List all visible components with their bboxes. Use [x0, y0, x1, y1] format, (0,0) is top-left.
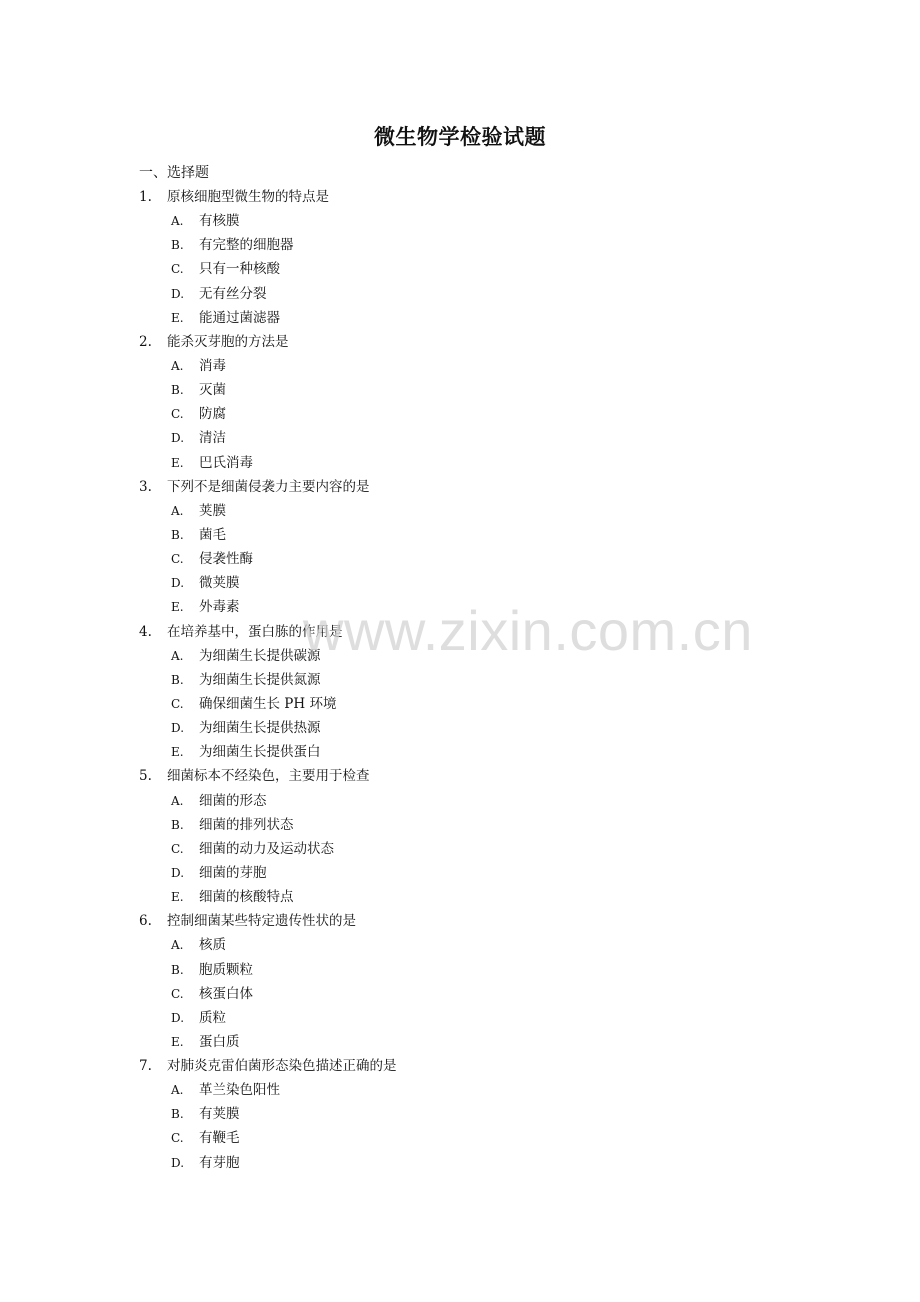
question-number: 2.	[139, 333, 152, 350]
question-5	[139, 764, 779, 788]
option-text: 灭菌	[199, 382, 226, 399]
option-text: 质粒	[199, 1009, 226, 1026]
option-letter: B.	[171, 527, 184, 542]
option-letter: E.	[171, 1034, 184, 1049]
option-text: 微荚膜	[199, 575, 240, 592]
option-text: 有核膜	[199, 213, 240, 230]
option-item	[139, 1006, 779, 1030]
option-item	[139, 933, 779, 957]
watermark: www.zixin.com.cn	[303, 599, 753, 662]
option-text: 革兰染色阳性	[199, 1082, 280, 1099]
option-text: 侵袭性酶	[199, 551, 253, 568]
option-text: 只有一种核酸	[199, 261, 280, 278]
option-letter: B.	[171, 1107, 184, 1122]
option-item	[139, 354, 779, 378]
question-6	[139, 909, 779, 933]
option-letter: A.	[171, 648, 184, 663]
option-text: 核蛋白体	[199, 985, 253, 1002]
option-text: 无有丝分裂	[199, 285, 267, 302]
option-item	[139, 571, 779, 595]
option-text: 能通过菌滤器	[199, 309, 280, 326]
option-text: 清洁	[199, 430, 226, 447]
page-title: 微生物学检验试题	[374, 124, 546, 149]
option-item	[139, 547, 779, 571]
option-text: 细菌的形态	[199, 792, 267, 809]
option-item	[139, 668, 779, 692]
question-number: 5.	[139, 768, 152, 785]
option-letter: D.	[171, 1155, 185, 1170]
option-letter: D.	[171, 721, 185, 736]
question-text: 在培养基中，蛋白胨的作用是	[167, 623, 343, 640]
question-7	[139, 1054, 779, 1078]
option-text: 蛋白质	[199, 1033, 240, 1050]
option-text: 为细菌生长提供碳源	[199, 647, 321, 664]
option-item	[139, 426, 779, 450]
option-item	[139, 982, 779, 1006]
option-letter: D.	[171, 431, 185, 446]
option-item	[139, 1126, 779, 1150]
option-item	[139, 282, 779, 306]
section-heading: 一、选择题	[139, 165, 209, 181]
option-text: 有完整的细胞器	[199, 237, 294, 254]
option-text: 胞质颗粒	[199, 961, 253, 978]
option-letter: E.	[171, 600, 184, 615]
option-letter: B.	[171, 383, 184, 398]
option-text: 消毒	[199, 357, 226, 374]
option-item	[139, 1030, 779, 1054]
option-letter: B.	[171, 238, 184, 253]
option-text: 荚膜	[199, 502, 226, 519]
option-letter: B.	[171, 817, 184, 832]
option-item	[139, 499, 779, 523]
option-letter: C.	[171, 552, 184, 567]
option-item	[139, 692, 779, 716]
option-item	[139, 837, 779, 861]
question-text: 控制细菌某些特定遗传性状的是	[167, 913, 356, 930]
option-text: 确保细菌生长 PH 环境	[199, 695, 337, 712]
option-item	[139, 402, 779, 426]
option-letter: D.	[171, 865, 185, 880]
option-text: 细菌的动力及运动状态	[199, 840, 334, 857]
question-list	[139, 185, 779, 1175]
option-item	[139, 1078, 779, 1102]
option-text: 巴氏消毒	[199, 454, 253, 471]
option-letter: A.	[171, 503, 184, 518]
option-text: 菌毛	[199, 526, 226, 543]
option-letter: A.	[171, 938, 184, 953]
option-text: 为细菌生长提供氮源	[199, 671, 321, 688]
question-number: 1.	[139, 189, 152, 205]
option-text: 细菌的核酸特点	[199, 889, 294, 906]
option-item	[139, 813, 779, 837]
option-letter: A.	[171, 214, 184, 229]
option-letter: C.	[171, 841, 184, 856]
option-letter: D.	[171, 576, 185, 591]
option-item	[139, 861, 779, 885]
option-text: 外毒素	[199, 599, 240, 616]
option-item	[139, 209, 779, 233]
option-item	[139, 523, 779, 547]
option-text: 有鞭毛	[199, 1130, 240, 1147]
option-letter: A.	[171, 793, 184, 808]
question-number: 4.	[139, 623, 152, 640]
option-text: 有荚膜	[199, 1106, 240, 1123]
option-item	[139, 740, 779, 764]
option-letter: E.	[171, 310, 184, 325]
option-item	[139, 451, 779, 475]
option-letter: C.	[171, 1131, 184, 1146]
question-4	[139, 620, 779, 644]
option-letter: A.	[171, 358, 184, 373]
question-1	[139, 185, 779, 209]
option-letter: D.	[171, 286, 185, 301]
question-number: 7.	[139, 1058, 152, 1075]
option-letter: C.	[171, 407, 184, 422]
option-item	[139, 257, 779, 281]
option-item	[139, 306, 779, 330]
option-item	[139, 233, 779, 257]
option-item	[139, 789, 779, 813]
option-letter: B.	[171, 962, 184, 977]
question-text: 细菌标本不经染色，主要用于检查	[167, 768, 370, 785]
option-item	[139, 716, 779, 740]
question-number: 6.	[139, 913, 152, 930]
option-item	[139, 644, 779, 668]
option-text: 细菌的芽胞	[199, 864, 267, 881]
option-item	[139, 958, 779, 982]
option-letter: C.	[171, 986, 184, 1001]
option-item	[139, 595, 779, 619]
option-item	[139, 1102, 779, 1126]
question-2	[139, 330, 779, 354]
question-text: 原核细胞型微生物的特点是	[167, 189, 329, 205]
option-letter: E.	[171, 455, 184, 470]
option-letter: D.	[171, 1010, 185, 1025]
question-text: 下列不是细菌侵袭力主要内容的是	[167, 478, 370, 495]
option-item	[139, 1151, 779, 1175]
question-text: 对肺炎克雷伯菌形态染色描述正确的是	[167, 1058, 397, 1075]
option-item	[139, 885, 779, 909]
option-item	[139, 378, 779, 402]
option-letter: B.	[171, 672, 184, 687]
option-letter: A.	[171, 1083, 184, 1098]
question-3	[139, 475, 779, 499]
option-letter: C.	[171, 262, 184, 277]
option-letter: C.	[171, 696, 184, 711]
option-text: 为细菌生长提供热源	[199, 720, 321, 737]
option-text: 核质	[199, 937, 226, 954]
option-text: 防腐	[199, 406, 226, 423]
question-number: 3.	[139, 478, 152, 495]
option-text: 细菌的排列状态	[199, 816, 294, 833]
option-text: 为细菌生长提供蛋白	[199, 744, 321, 761]
question-text: 能杀灭芽胞的方法是	[167, 333, 289, 350]
option-letter: E.	[171, 890, 184, 905]
option-text: 有芽胞	[199, 1154, 240, 1171]
option-letter: E.	[171, 745, 184, 760]
